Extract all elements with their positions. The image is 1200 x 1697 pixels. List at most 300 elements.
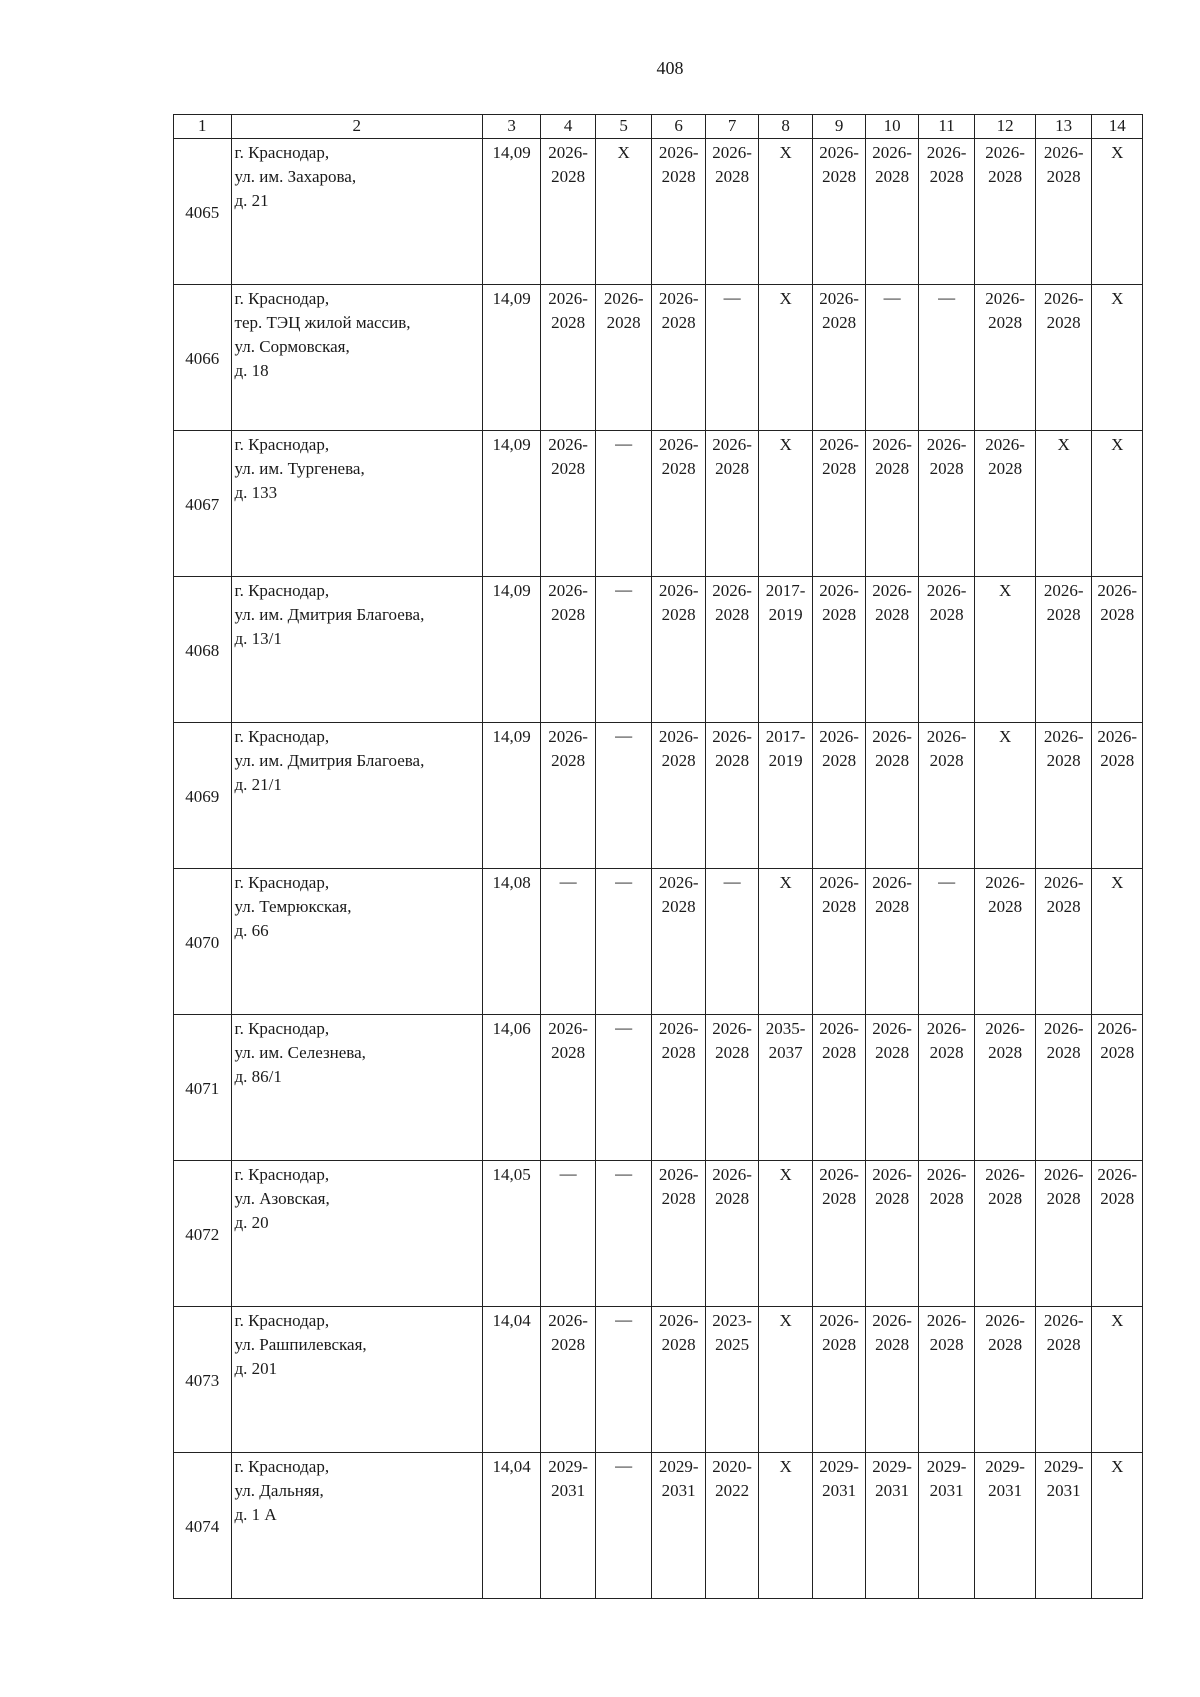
- period-value: 2028: [661, 751, 696, 770]
- period-cell-col-8: [759, 431, 812, 577]
- dash-mark: —: [723, 288, 741, 307]
- period-cell-col-13: [1035, 1161, 1092, 1307]
- address-line: г. Краснодар,: [234, 873, 330, 892]
- address-line: д. 1 А: [234, 1505, 277, 1524]
- period-value: 2026-: [658, 727, 699, 746]
- period-value: 2026-: [872, 1019, 912, 1038]
- period-value: 2028: [1100, 1189, 1135, 1208]
- period-cell-col-5: [595, 431, 652, 577]
- address-line: д. 201: [234, 1359, 278, 1378]
- period-cell-col-8: [759, 1161, 812, 1307]
- dash-mark: —: [615, 1018, 633, 1037]
- address-line: ул. Сормовская,: [234, 337, 350, 356]
- period-value: 2028: [929, 751, 964, 770]
- period-value: 2028: [988, 313, 1023, 332]
- dash-mark: —: [723, 872, 741, 891]
- x-mark: X: [779, 289, 792, 308]
- table-row: [174, 1453, 1143, 1599]
- address-line: д. 20: [234, 1213, 269, 1232]
- column-header-6: 6: [652, 115, 705, 139]
- address-cell: [231, 577, 482, 723]
- area-cell: 14,08: [482, 869, 541, 1015]
- address-cell: [231, 139, 482, 285]
- period-value: 2026-: [658, 289, 699, 308]
- period-value: 2026-: [926, 1165, 967, 1184]
- period-cell-col-5: [595, 1161, 652, 1307]
- period-value: 2028: [1046, 313, 1081, 332]
- period-value: 2029-: [1043, 1457, 1084, 1476]
- period-cell-col-10: [866, 431, 918, 577]
- period-value: 2028: [661, 605, 696, 624]
- x-mark: X: [998, 727, 1012, 746]
- period-value: 2028: [1046, 1189, 1081, 1208]
- period-value: 2028: [1046, 897, 1081, 916]
- period-cell-col-10: [866, 285, 918, 431]
- period-value: 2028: [715, 1043, 750, 1062]
- period-value: 2028: [929, 1043, 964, 1062]
- period-cell-col-7: [705, 1015, 758, 1161]
- period-value: 2026-: [712, 143, 752, 162]
- x-mark: X: [1057, 435, 1070, 454]
- period-cell-col-10: [866, 139, 918, 285]
- area-cell: 14,05: [482, 1161, 541, 1307]
- period-value: 2020-: [712, 1457, 752, 1476]
- address-line: д. 21/1: [234, 775, 282, 794]
- page-number: 408: [656, 58, 684, 78]
- column-header-4: 4: [541, 115, 596, 139]
- dash-mark: —: [559, 872, 577, 891]
- dash-mark: —: [938, 288, 956, 307]
- row-number: 4068: [174, 577, 232, 723]
- x-mark: X: [779, 1165, 792, 1184]
- period-cell-col-6: [652, 285, 705, 431]
- period-value: 2028: [661, 1335, 696, 1354]
- period-value: 2026-: [658, 1311, 699, 1330]
- area-cell: 14,09: [482, 431, 541, 577]
- period-value: 2026-: [926, 1019, 967, 1038]
- period-cell-col-4: [541, 285, 596, 431]
- period-value: 2026-: [819, 581, 859, 600]
- period-value: 2029-: [819, 1457, 859, 1476]
- period-value: 2028: [822, 1189, 857, 1208]
- period-cell-col-14: [1092, 285, 1143, 431]
- area-cell: 14,09: [482, 285, 541, 431]
- dash-mark: —: [615, 434, 633, 453]
- period-cell-col-11: [918, 723, 975, 869]
- period-cell-col-14: [1092, 139, 1143, 285]
- period-cell-col-8: [759, 723, 812, 869]
- area-cell: 14,04: [482, 1307, 541, 1453]
- period-value: 2026-: [985, 1311, 1025, 1330]
- address-line: ул. им. Дмитрия Благоева,: [234, 751, 425, 770]
- column-header-11: 11: [918, 115, 975, 139]
- period-value: 2026-: [712, 435, 752, 454]
- address-line: д. 18: [234, 361, 269, 380]
- period-value: 2026-: [819, 727, 859, 746]
- period-cell-col-7: [705, 285, 758, 431]
- period-cell-col-5: [595, 285, 652, 431]
- period-cell-col-4: [541, 1161, 596, 1307]
- period-value: 2028: [875, 605, 910, 624]
- period-cell-col-13: [1035, 1307, 1092, 1453]
- address-cell: [231, 1161, 482, 1307]
- period-cell-col-8: [759, 1015, 812, 1161]
- address-cell: [231, 431, 482, 577]
- period-value: 2029-: [926, 1457, 967, 1476]
- period-value: 2028: [551, 1335, 586, 1354]
- period-cell-col-5: [595, 869, 652, 1015]
- period-value: 2026-: [658, 143, 699, 162]
- period-value: 2028: [1100, 605, 1135, 624]
- period-cell-col-13: [1035, 431, 1092, 577]
- table-row: [174, 431, 1143, 577]
- period-value: 2028: [929, 167, 964, 186]
- period-cell-col-14: [1092, 1307, 1143, 1453]
- period-cell-col-12: [975, 1453, 1036, 1599]
- period-value: 2017-: [765, 727, 806, 746]
- table-body: [174, 115, 1143, 1599]
- period-value: 2028: [661, 167, 696, 186]
- period-value: 2026-: [548, 581, 588, 600]
- address-line: д. 21: [234, 191, 269, 210]
- period-cell-col-5: [595, 1453, 652, 1599]
- period-cell-col-4: [541, 1307, 596, 1453]
- period-cell-col-14: [1092, 1161, 1143, 1307]
- period-value: 2028: [988, 1189, 1023, 1208]
- period-value: 2026-: [658, 435, 699, 454]
- period-value: 2026-: [603, 289, 644, 308]
- dash-mark: —: [615, 1164, 633, 1183]
- table-row: [174, 1307, 1143, 1453]
- period-cell-col-8: [759, 285, 812, 431]
- table-row: [174, 139, 1143, 285]
- period-value: 2017-: [765, 581, 806, 600]
- period-value: 2028: [929, 1189, 964, 1208]
- period-value: 2029-: [658, 1457, 699, 1476]
- period-value: 2028: [715, 459, 750, 478]
- period-cell-col-11: [918, 577, 975, 723]
- dash-mark: —: [559, 1164, 577, 1183]
- period-cell-col-6: [652, 1015, 705, 1161]
- period-value: 2026-: [548, 1019, 588, 1038]
- period-cell-col-9: [812, 869, 865, 1015]
- row-number: 4070: [174, 869, 232, 1015]
- period-value: 2026-: [1097, 727, 1138, 746]
- period-value: 2028: [929, 459, 964, 478]
- period-cell-col-14: [1092, 431, 1143, 577]
- x-mark: X: [1111, 873, 1124, 892]
- period-cell-col-12: [975, 139, 1036, 285]
- period-cell-col-10: [866, 1015, 918, 1161]
- period-value: 2028: [988, 1043, 1023, 1062]
- dash-mark: —: [938, 872, 956, 891]
- row-number: 4067: [174, 431, 232, 577]
- period-cell-col-5: [595, 723, 652, 869]
- period-value: 2037: [768, 1043, 803, 1062]
- period-cell-col-4: [541, 577, 596, 723]
- column-header-7: 7: [705, 115, 758, 139]
- period-value: 2029-: [985, 1457, 1025, 1476]
- table-row: [174, 723, 1143, 869]
- period-cell-col-13: [1035, 139, 1092, 285]
- period-value: 2026-: [1043, 143, 1084, 162]
- address-line: г. Краснодар,: [234, 1311, 330, 1330]
- period-value: 2026-: [926, 143, 967, 162]
- address-line: ул. им. Селезнева,: [234, 1043, 366, 1062]
- period-cell-col-12: [975, 869, 1036, 1015]
- period-value: 2026-: [985, 873, 1025, 892]
- period-cell-col-13: [1035, 577, 1092, 723]
- address-line: г. Краснодар,: [234, 289, 330, 308]
- address-line: ул. им. Тургенева,: [234, 459, 365, 478]
- period-value: 2028: [715, 1189, 750, 1208]
- period-cell-col-14: [1092, 1015, 1143, 1161]
- area-cell: 14,09: [482, 577, 541, 723]
- period-cell-col-6: [652, 1161, 705, 1307]
- area-cell: 14,09: [482, 723, 541, 869]
- period-cell-col-14: [1092, 1453, 1143, 1599]
- period-cell-col-7: [705, 577, 758, 723]
- period-cell-col-12: [975, 723, 1036, 869]
- period-value: 2026-: [658, 1165, 699, 1184]
- period-value: 2028: [661, 897, 696, 916]
- period-cell-col-13: [1035, 285, 1092, 431]
- period-cell-col-9: [812, 577, 865, 723]
- row-number: 4065: [174, 139, 232, 285]
- period-cell-col-10: [866, 1161, 918, 1307]
- address-cell: [231, 1015, 482, 1161]
- period-value: 2031: [988, 1481, 1023, 1500]
- period-value: 2026-: [819, 435, 859, 454]
- period-value: 2028: [1100, 751, 1135, 770]
- row-number: 4071: [174, 1015, 232, 1161]
- period-cell-col-11: [918, 1453, 975, 1599]
- x-mark: X: [998, 581, 1012, 600]
- period-cell-col-4: [541, 869, 596, 1015]
- period-cell-col-12: [975, 1161, 1036, 1307]
- period-value: 2026-: [985, 435, 1025, 454]
- period-value: 2031: [551, 1481, 586, 1500]
- period-value: 2028: [1046, 167, 1081, 186]
- period-value: 2026-: [819, 1311, 859, 1330]
- period-value: 2026-: [712, 1019, 752, 1038]
- period-value: 2026-: [1043, 289, 1084, 308]
- period-value: 2028: [1046, 751, 1081, 770]
- period-value: 2028: [988, 897, 1023, 916]
- period-cell-col-12: [975, 577, 1036, 723]
- period-value: 2026-: [819, 143, 859, 162]
- period-value: 2028: [661, 459, 696, 478]
- period-value: 2028: [875, 1189, 910, 1208]
- column-header-1: 1: [174, 115, 232, 139]
- period-cell-col-6: [652, 869, 705, 1015]
- table-row: [174, 869, 1143, 1015]
- period-cell-col-7: [705, 723, 758, 869]
- period-value: 2026-: [1043, 1019, 1084, 1038]
- period-value: 2028: [715, 751, 750, 770]
- period-cell-col-14: [1092, 723, 1143, 869]
- address-line: ул. им. Дмитрия Благоева,: [234, 605, 425, 624]
- column-header-5: 5: [595, 115, 652, 139]
- period-cell-col-14: [1092, 577, 1143, 723]
- period-cell-col-12: [975, 1015, 1036, 1161]
- address-line: г. Краснодар,: [234, 581, 330, 600]
- address-line: г. Краснодар,: [234, 727, 330, 746]
- period-value: 2026-: [548, 1311, 588, 1330]
- column-header-8: 8: [759, 115, 812, 139]
- period-cell-col-6: [652, 431, 705, 577]
- period-value: 2028: [1046, 1043, 1081, 1062]
- period-value: 2028: [551, 751, 586, 770]
- period-value: 2031: [1046, 1481, 1081, 1500]
- period-value: 2028: [606, 313, 641, 332]
- period-value: 2026-: [1043, 581, 1084, 600]
- period-value: 2028: [929, 605, 964, 624]
- table-row: [174, 285, 1143, 431]
- period-value: 2028: [551, 1043, 586, 1062]
- period-cell-col-8: [759, 1453, 812, 1599]
- period-cell-col-6: [652, 577, 705, 723]
- dash-mark: —: [615, 1456, 633, 1475]
- address-line: д. 86/1: [234, 1067, 282, 1086]
- period-cell-col-5: [595, 1307, 652, 1453]
- period-cell-col-13: [1035, 1453, 1092, 1599]
- period-value: 2026-: [658, 581, 699, 600]
- period-value: 2026-: [819, 1019, 859, 1038]
- period-value: 2026-: [658, 1019, 699, 1038]
- address-cell: [231, 1307, 482, 1453]
- address-line: г. Краснодар,: [234, 1165, 330, 1184]
- period-cell-col-11: [918, 869, 975, 1015]
- period-cell-col-10: [866, 1453, 918, 1599]
- period-value: 2026-: [712, 581, 752, 600]
- period-cell-col-4: [541, 1015, 596, 1161]
- period-cell-col-9: [812, 1453, 865, 1599]
- period-cell-col-6: [652, 1453, 705, 1599]
- period-value: 2028: [661, 1043, 696, 1062]
- address-cell: [231, 1453, 482, 1599]
- period-value: 2028: [1100, 1043, 1135, 1062]
- period-cell-col-8: [759, 139, 812, 285]
- period-cell-col-13: [1035, 1015, 1092, 1161]
- period-value: 2028: [822, 167, 857, 186]
- period-cell-col-8: [759, 577, 812, 723]
- period-value: 2026-: [1043, 727, 1084, 746]
- period-cell-col-9: [812, 1307, 865, 1453]
- period-cell-col-6: [652, 139, 705, 285]
- address-line: ул. Темрюкская,: [234, 897, 352, 916]
- period-cell-col-8: [759, 1307, 812, 1453]
- address-line: д. 66: [234, 921, 269, 940]
- period-cell-col-11: [918, 1015, 975, 1161]
- period-value: 2026-: [872, 1311, 912, 1330]
- address-line: г. Краснодар,: [234, 435, 330, 454]
- period-value: 2028: [822, 605, 857, 624]
- period-cell-col-9: [812, 285, 865, 431]
- period-cell-col-14: [1092, 869, 1143, 1015]
- table-row: [174, 1161, 1143, 1307]
- x-mark: X: [779, 1457, 792, 1476]
- period-value: 2028: [875, 897, 910, 916]
- period-value: 2028: [822, 313, 857, 332]
- area-cell: 14,06: [482, 1015, 541, 1161]
- dash-mark: —: [615, 580, 633, 599]
- period-value: 2028: [822, 1335, 857, 1354]
- period-cell-col-6: [652, 1307, 705, 1453]
- period-value: 2028: [822, 751, 857, 770]
- period-value: 2031: [875, 1481, 910, 1500]
- period-cell-col-10: [866, 577, 918, 723]
- period-value: 2026-: [872, 435, 912, 454]
- period-value: 2028: [715, 605, 750, 624]
- period-cell-col-11: [918, 139, 975, 285]
- address-line: ул. им. Захарова,: [234, 167, 357, 186]
- period-cell-col-10: [866, 869, 918, 1015]
- x-mark: X: [779, 143, 792, 162]
- period-cell-col-4: [541, 139, 596, 285]
- period-value: 2028: [822, 897, 857, 916]
- period-value: 2026-: [1043, 1165, 1084, 1184]
- period-cell-col-13: [1035, 869, 1092, 1015]
- x-mark: X: [1111, 435, 1124, 454]
- period-value: 2029-: [872, 1457, 912, 1476]
- address-cell: [231, 869, 482, 1015]
- period-cell-col-10: [866, 723, 918, 869]
- period-value: 2026-: [548, 435, 588, 454]
- period-value: 2028: [661, 1189, 696, 1208]
- period-value: 2026-: [872, 581, 912, 600]
- period-cell-col-5: [595, 1015, 652, 1161]
- period-cell-col-9: [812, 139, 865, 285]
- period-cell-col-12: [975, 285, 1036, 431]
- address-cell: [231, 723, 482, 869]
- dash-mark: —: [615, 872, 633, 891]
- dash-mark: —: [615, 726, 633, 745]
- period-cell-col-7: [705, 1307, 758, 1453]
- period-value: 2031: [822, 1481, 857, 1500]
- period-value: 2026-: [658, 873, 699, 892]
- period-cell-col-4: [541, 723, 596, 869]
- period-value: 2028: [1046, 1335, 1081, 1354]
- column-header-10: 10: [866, 115, 918, 139]
- period-cell-col-7: [705, 139, 758, 285]
- x-mark: X: [779, 873, 792, 892]
- period-value: 2026-: [926, 581, 967, 600]
- address-line: тер. ТЭЦ жилой массив,: [234, 313, 411, 332]
- period-cell-col-5: [595, 577, 652, 723]
- x-mark: X: [1111, 289, 1124, 308]
- period-value: 2025: [715, 1335, 750, 1354]
- x-mark: X: [1111, 1311, 1124, 1330]
- period-value: 2026-: [819, 873, 859, 892]
- address-line: д. 133: [234, 483, 278, 502]
- period-value: 2026-: [1097, 1019, 1138, 1038]
- row-number: 4069: [174, 723, 232, 869]
- period-value: 2028: [875, 751, 910, 770]
- period-value: 2023-: [712, 1311, 752, 1330]
- period-value: 2026-: [1043, 873, 1084, 892]
- dash-mark: —: [615, 1310, 633, 1329]
- period-value: 2022: [715, 1481, 750, 1500]
- period-value: 2026-: [712, 1165, 752, 1184]
- period-value: 2028: [715, 167, 750, 186]
- register-table: [173, 114, 1143, 1599]
- period-value: 2026-: [548, 143, 588, 162]
- period-cell-col-11: [918, 285, 975, 431]
- row-number: 4072: [174, 1161, 232, 1307]
- address-line: д. 13/1: [234, 629, 282, 648]
- period-value: 2028: [875, 1043, 910, 1062]
